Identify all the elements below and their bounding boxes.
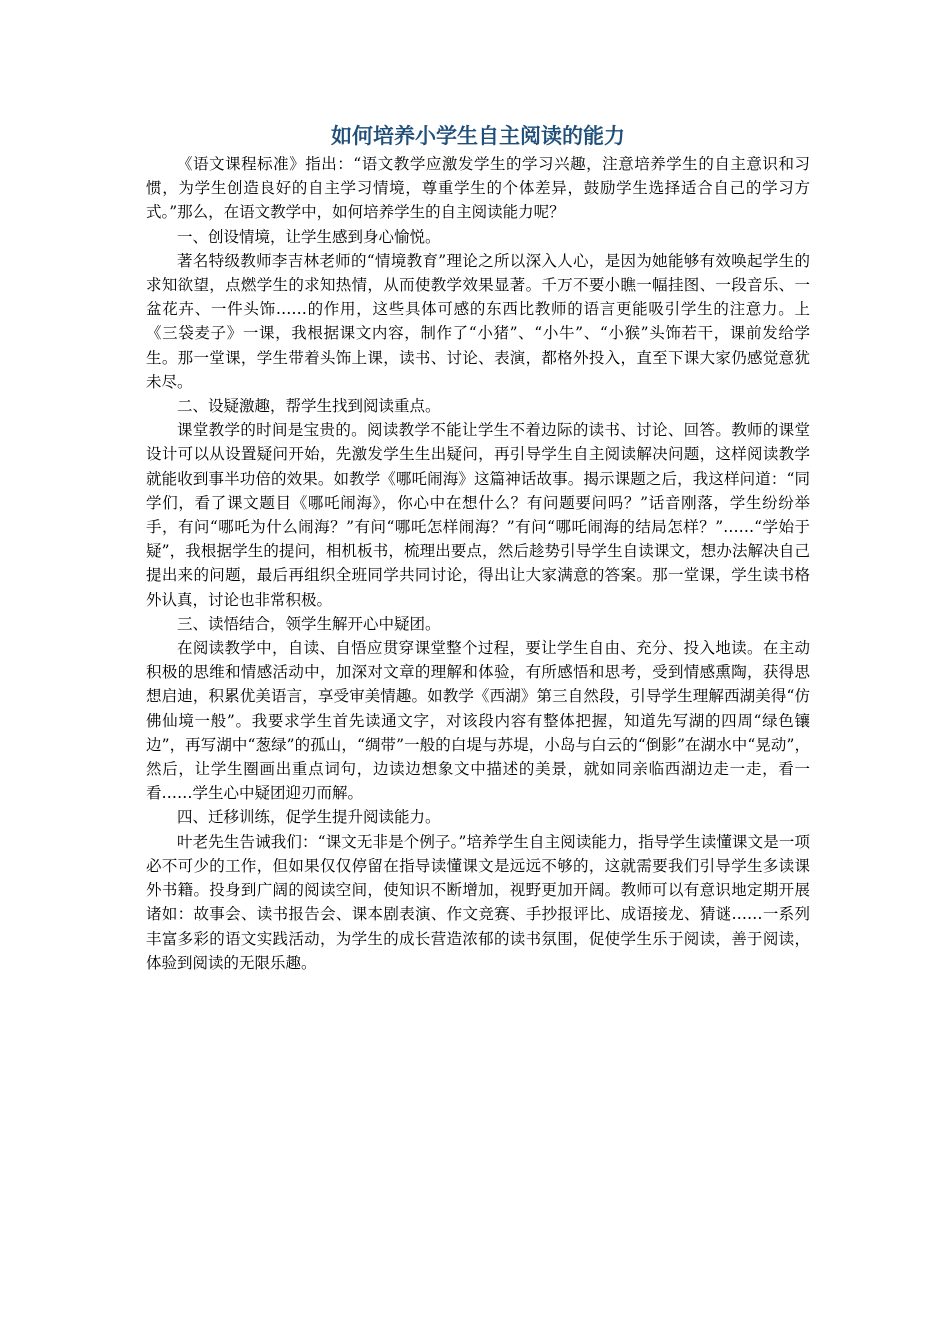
section-heading-3: 三、读悟结合，领学生解开心中疑团。 (177, 614, 441, 633)
section-paragraph-3: 在阅读教学中，自读、自悟应贯穿课堂整个过程，要让学生自由、充分、投入地读。在主动积极的思维和情感活动中，加深对文章的理解和体验，有所感悟和思考，受到情感熏陶，获得思想启迪，积累优美语言，享受审美情趣。如教学《西湖》第三自然段，引导学生理解西湖美得“仿佛仙境一般”。我要求学生首先读通文字，对该段内容有整体把握，知道先写湖的四周“绿色镶边”，再写湖中“葱绿”的孤山，“绸带”一般的白堤与苏堤，小岛与白云的“倒影”在湖水中“晃动”，然后，让学生圈画出重点词句，边读边想象文中描述的美景，就如同亲临西湖边走一走，看一看……学生心中疑团迎刃而解。 (146, 639, 810, 803)
document-body (146, 152, 810, 975)
intro-paragraph: 《语文课程标准》指出：“语文教学应激发学生的学习兴趣，注意培养学生的自主意识和习惯，为学生创造良好的自主学习情境，尊重学生的个体差异，鼓励学生选择适合自己的学习方式。”那么，在语文教学中，如何培养学生的自主阅读能力呢？ (146, 155, 810, 222)
section-heading-4: 四、迁移训练，促学生提升阅读能力。 (177, 808, 441, 827)
section-heading-1: 一、创设情境，让学生感到身心愉悦。 (177, 227, 441, 246)
document-title: 如何培养小学生自主阅读的能力 (331, 124, 625, 148)
section-paragraph-2: 课堂教学的时间是宝贵的。阅读教学不能让学生不着边际的读书、讨论、回答。教师的课堂设计可以从设置疑问开始，先激发学生生出疑问，再引导学生自主阅读解决问题，这样阅读教学就能收到事半功倍的效果。如教学《哪吒闹海》这篇神话故事。揭示课题之后，我这样问道：“同学们，看了课文题目《哪吒闹海》，你心中在想什么？有问题要问吗？”话音刚落，学生纷纷举手，有问“哪吒为什么闹海？”有问“哪吒怎样闹海？”有问“哪吒闹海的结局怎样？”……“学始于疑”，我根据学生的提问，相机板书，梳理出要点，然后趁势引导学生自读课文，想办法解决自己提出来的问题，最后再组织全班同学共同讨论，得出让大家满意的答案。那一堂课，学生读书格外认真，讨论也非常积极。 (146, 421, 810, 609)
section-heading-2: 二、设疑激趣，帮学生找到阅读重点。 (177, 397, 441, 416)
section-paragraph-1: 著名特级教师李吉林老师的“情境教育”理论之所以深入人心，是因为她能够有效唤起学生的求知欲望，点燃学生的求知热情，从而使教学效果显著。千万不要小瞧一幅挂图、一段音乐、一盆花卉、一件头饰……的作用，这些具体可感的东西比教师的语言更能吸引学生的注意力。上《三袋麦子》一课，我根据课文内容，制作了“小猪”、“小牛”、“小猴”头饰若干，课前发给学生。那一堂课，学生带着头饰上课，读书、讨论、表演，都格外投入，直至下课大家仍感觉意犹未尽。 (146, 251, 810, 391)
document-page (146, 120, 810, 975)
section-paragraph-4: 叶老先生告诫我们：“课文无非是个例子。”培养学生自主阅读能力，指导学生读懂课文是一项必不可少的工作，但如果仅仅停留在指导读懂课文是远远不够的，这就需要我们引导学生多读课外书籍。投身到广阔的阅读空间，使知识不断增加，视野更加开阔。教师可以有意识地定期开展诸如：故事会、读书报告会、课本剧表演、作文竞赛、手抄报评比、成语接龙、猜谜……一系列丰富多彩的语文实践活动，为学生的成长营造浓郁的读书氛围，促使学生乐于阅读，善于阅读，体验到阅读的无限乐趣。 (146, 832, 810, 972)
